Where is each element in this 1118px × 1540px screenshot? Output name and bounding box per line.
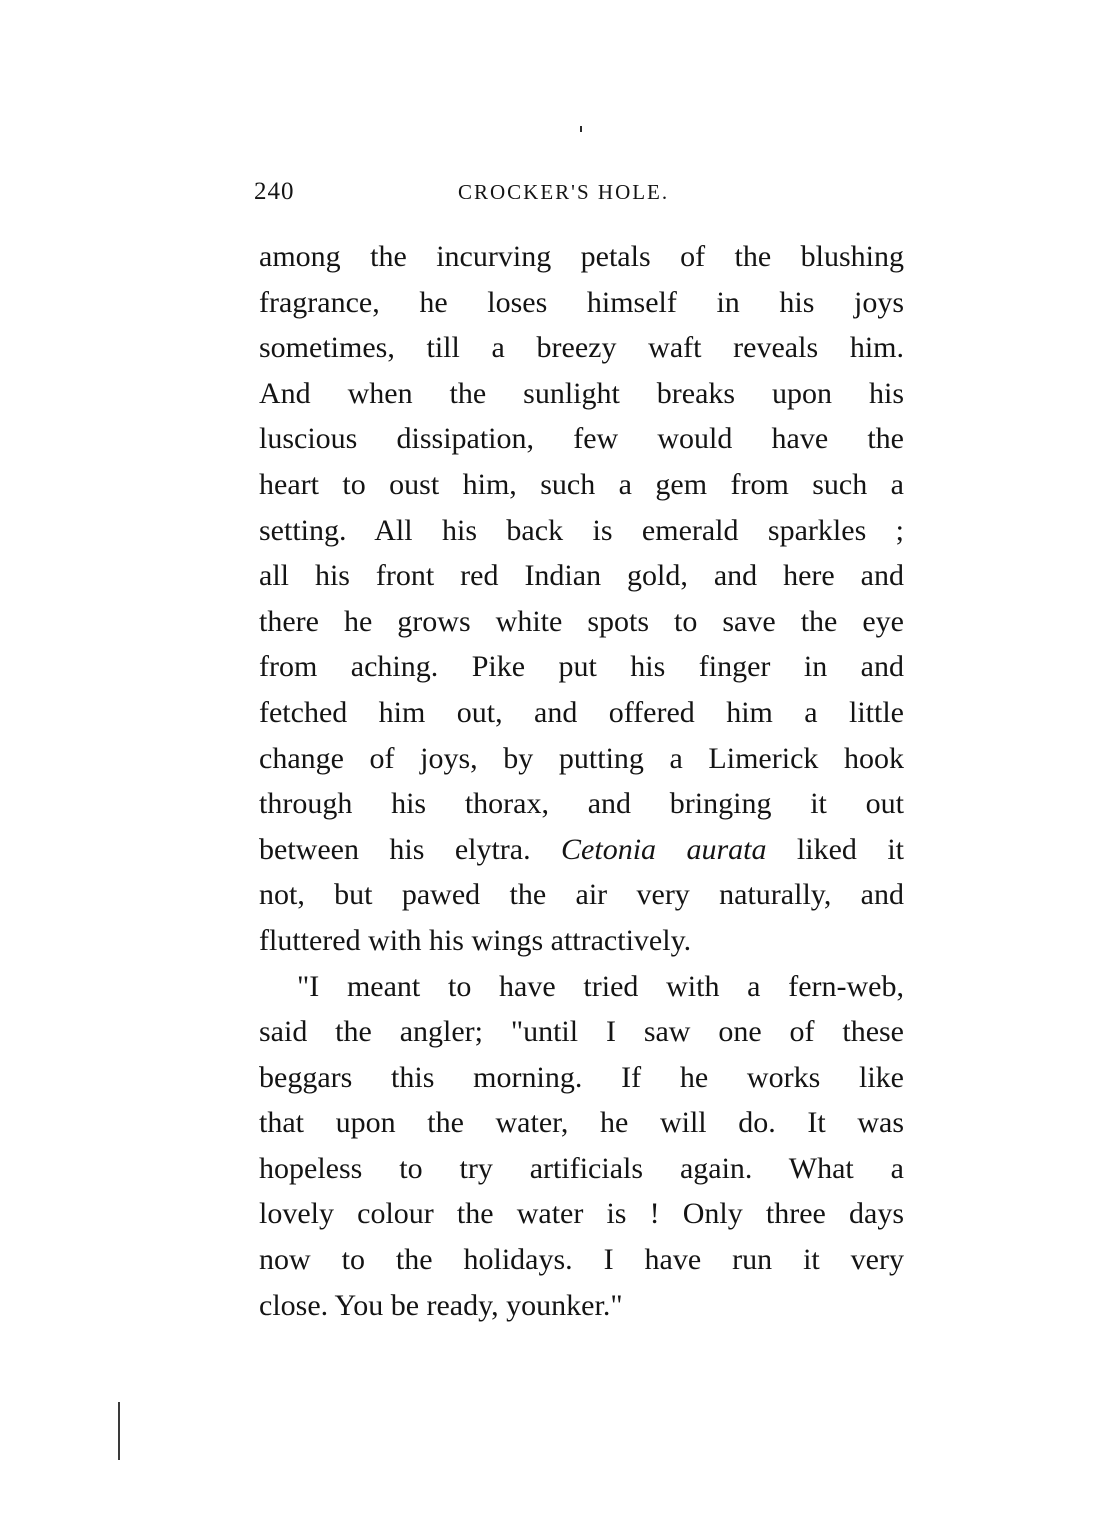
text-line: heart to oust him, such a gem from such a xyxy=(259,467,904,501)
text-line: change of joys, by putting a Limerick hook xyxy=(259,741,904,775)
text-line: among the incurving petals of the blushing xyxy=(259,240,904,273)
text-line: lovely colour the water is ! Only three days xyxy=(259,1197,904,1231)
text-line: fluttered with his wings attractively. xyxy=(259,923,692,957)
text-run: between his elytra. xyxy=(259,832,562,866)
text-run: liked it xyxy=(766,832,904,866)
text-line: now to the holidays. I have run it very xyxy=(259,1243,904,1277)
page-header xyxy=(254,178,714,218)
text-line: through his thorax, and bringing it out xyxy=(259,787,904,821)
text-line: "I meant to have tried with a fern-web, xyxy=(297,969,904,1003)
text-line: And when the sunlight breaks upon his xyxy=(259,376,904,410)
text-line: beggars this morning. If he works like xyxy=(259,1060,904,1094)
margin-mark xyxy=(118,1402,120,1460)
text-line: sometimes, till a breezy waft reveals him. xyxy=(259,331,904,365)
text-line: fetched him out, and offered him a little xyxy=(259,695,904,729)
text-line: luscious dissipation, few would have the xyxy=(259,422,904,456)
text-line: there he grows white spots to save the eye xyxy=(259,604,904,638)
text-line: that upon the water, he will do. It was xyxy=(259,1106,904,1140)
body-text xyxy=(259,234,904,1328)
text-line: all his front red Indian gold, and here and xyxy=(259,559,904,593)
text-line: close. You be ready, younker." xyxy=(259,1288,623,1322)
text-line: setting. All his back is emerald sparkles ; xyxy=(259,513,904,547)
text-line: fragrance, he loses himself in his joys xyxy=(259,285,904,319)
running-head: CROCKER'S HOLE. xyxy=(458,180,670,204)
text-line: hopeless to try artificials again. What a xyxy=(259,1151,904,1185)
page-number: 240 xyxy=(254,178,295,205)
text-line-with-italic xyxy=(259,827,904,873)
text-line: said the angler; "until I saw one of these xyxy=(259,1015,904,1049)
italic-species-name: Cetonia aurata xyxy=(561,832,767,866)
text-line: not, but pawed the air very naturally, and xyxy=(259,878,904,912)
text-line: from aching. Pike put his finger in and xyxy=(259,650,904,684)
scan-speck xyxy=(580,126,582,132)
